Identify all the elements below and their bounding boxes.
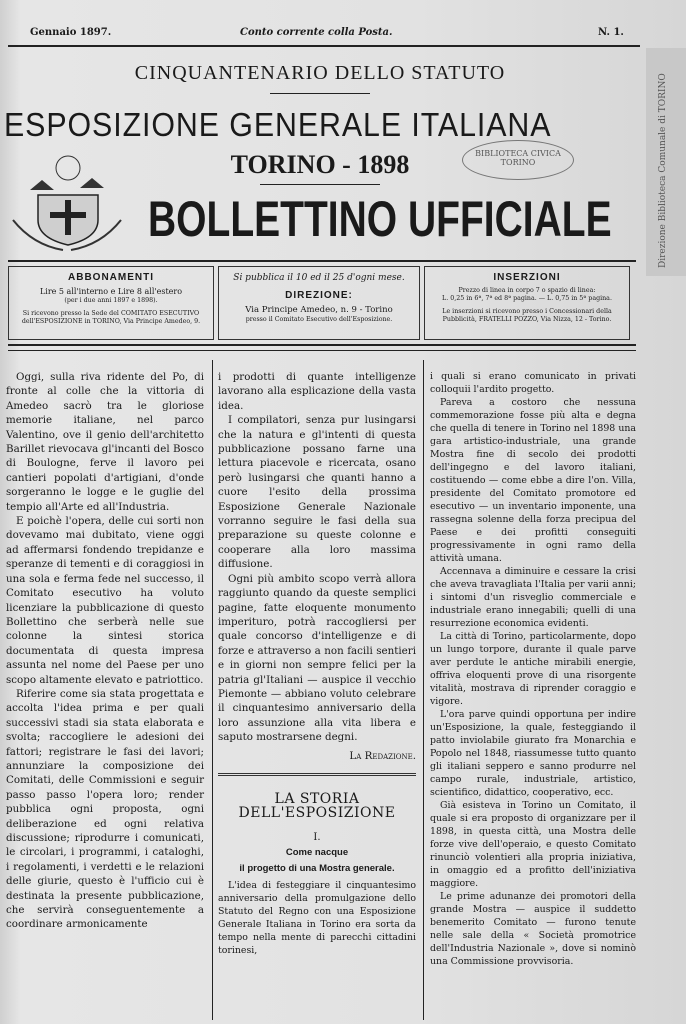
issue-number: N. 1. [598,27,624,38]
subscription-title: ABBONAMENTI [68,272,154,283]
direction-title: DIREZIONE: [285,290,353,302]
column-1 [6,370,204,932]
paragraph: Pareva a costoro che nessuna commemorazione fosse più alta e degna che quella di tenere in Torino nel 1898 una gara artistico-industriale, una grande Mostra fine di secolo dei prodotti dell'ingegno e del lavoro italiani, costituendo — come ebbe a dire l'on. Villa, presidente del Comitato promotore ed esecutivo — un inventario imponente, una rassegna solenne della forza precipua del Paese e dei profitti conseguiti progressivamente in ogni ramo della attività umana. [430,397,636,564]
header-rule [8,45,640,47]
coat-of-arms-emblem [8,150,126,255]
paragraph: L'ora parve quindi opportuna per indire un'Esposizione, la quale, festeggiando il patto inviolabile giurato fra Monarchia e Popolo nel 1848, riassumesse tutto quanto gli italiani seppero e sanno produrre nel campo rurale, industriale, artistico, scientifico, didattico, cooperativo, ecc. [430,709,636,798]
section-subtitle-2: il progetto di una Mostra generale. [239,863,395,875]
postal-note: Conto corrente colla Posta. [240,27,393,38]
column-2 [218,370,416,957]
paragraph: i prodotti di quante intelligenze lavorano alla esplicazione della vasta idea. [218,371,416,412]
subscription-box: ABBONAMENTI Lire 5 all'interno e Lire 8 all'estero (per i due anni 1897 e 1898). Si ricevono presso la Sede del COMITATO ESECUTIVO dell'ESPOSIZIONE in TORINO, Via Principe Amedeo, 9. [8,266,214,340]
paragraph: E poichè l'opera, delle cui sorti non dovevamo mai dubitato, viene oggi ad affermarsi fondendo trepidanze e speranze di tementi e di coraggiosi in una sola e ferma fede nel successo, il Comitato esecutivo ha voluto licenziare la pubblicazione di questo Bollettino che serberà nelle sue colonne la sintesi storica documentata di questa impresa assunta nel nome del Paese per uno scopo altamente elevato e patriottico. [6,515,204,686]
library-side-stamp [646,48,686,276]
side-stamp-text: Direzione Biblioteca Comunale di TORINO [658,73,668,268]
section-number: I. [313,831,321,843]
ornament-rule [270,93,370,94]
masthead-line1: CINQUANTENARIO DELLO STATUTO [134,62,506,84]
masthead-line3: TORINO - 1898 [230,150,410,179]
boxes-rule [8,344,636,346]
paragraph: Già esisteva in Torino un Comitato, il quale si era proposto di organizzare per il 1898, in questa città, una Mostra delle forze vive dell'operaio, e questo Comitato rinunciò volentieri alla propria iniziativa, in omaggio ed a profitto dell'iniziativa maggiore. [430,800,636,889]
paragraph: L'idea di festeggiare il cinquantesimo anniversario della promulgazione dello Statuto del Regno con una Esposizione Generale Italiana in Torino era sorta da tempo nella mente di parecchi cittadini torinesi, [218,880,416,957]
paragraph: La città di Torino, particolarmente, dopo un lungo torpore, durante il quale parve aver perdute le antiche mirabili energie, offriva eloquenti prove di una risorgente vitalità, mostrava di riprender coraggio e vigore. [430,631,636,707]
ornament-rule-2 [260,184,380,185]
library-stamp: BIBLIOTECA CIVICA TORINO [462,140,574,180]
column-divider-2 [423,360,424,1020]
direction-box: Si pubblica il 10 ed il 25 d'ogni mese. DIREZIONE: Via Principe Amedeo, n. 9 - Torino presso il Comitato Esecutivo dell'Esposizione. [218,266,420,340]
section-title: LA STORIA DELL'ESPOSIZIONE [238,790,396,822]
paragraph: Le prime adunanze dei promotori della grande Mostra — auspice il suddetto benemerito Comitato — furono tenute nelle sale della « Società promotrice dell'Industria Nazionale », dove si nominò una Commissione provvisoria. [430,891,636,967]
paragraph: Riferire come sia stata progettata e accolta l'idea prima e per quali successivi stadi sia stata elaborata e svolta; raccogliere le adesioni dei fattori; registrare le fasi dei lavori; annunziare la composizione dei Comitati, delle Commissioni e seguir passo passo l'opera loro; render pubblica ogni proposta, ogni deliberazione ed ogni relativa discussione; riprodurre i comunicati, le circolari, i programmi, i cataloghi, i regolamenti, i verdetti e le relazioni delle giurie, questo è l'ufficio cui è destinata la presente pubblicazione, che servirà conseguentemente a coordinare armonicamente [6,687,204,931]
advertising-box: INSERZIONI Prezzo di linea in corpo 7 o spazio di linea: L. 0,25 in 6ª, 7ª ed 8ª pagina. — L. 0,75 in 5ª pagina. Le inserzioni si ricevono presso i Concessionari della Pubblicità, FRATELLI POZZO, Via Nizza, 12 - Torino. [424,266,630,340]
column-divider-1 [212,360,213,1020]
paragraph: I compilatori, senza pur lusingarsi che la natura e gl'intenti di questa pubblicazione possano farne una lettura piacevole e ricercata, osano però lusingarsi che quanti hanno a cuore l'esito della prossima Esposizione Generale Nazionale vorranno seguire le fasi della sua preparazione su queste colonne e cooperare alla loro massima diffusione. [218,414,416,571]
paragraph: Ogni più ambito scopo verrà allora raggiunto quando da queste semplici pagine, fatte eloquente monumento imperituro, potrà raccogliersi per quale concorso d'intelligenze e di forze e attraverso a non facili sentieri e in giorni non sempre felici per la patria gl'Italiani — auspice il vecchio Piemonte — abbiano voluto celebrare il cinquantesimo anniversario della loro assunzione alla vita libera e saputo mostrarsene degni. [218,572,416,744]
signature: La Redazione. [349,749,416,762]
boxes-rule-thin [8,350,636,351]
bulletin-title: BOLLETTINO UFFICIALE [148,191,612,247]
paragraph: i quali si erano comunicato in privati colloquii l'ardito progetto. [430,371,636,395]
issue-date: Gennaio 1897. [30,27,112,38]
paragraph: Accennava a diminuire e cessare la crisi che aveva travagliata l'Italia per varii anni; i sintomi d'un risveglio commerciale e industriale erano innegabili; quelli di una resurrezione economica evidenti. [430,566,636,629]
section-subtitle-1: Come nacque [285,847,349,859]
masthead-line2: ESPOSIZIONE GENERALE ITALIANA [4,106,552,143]
advertising-title: INSERZIONI [493,272,561,283]
paragraph: Oggi, sulla riva ridente del Po, di fronte al colle che la vittoria di Amedeo sacrò tra le gloriose memorie italiane, nel parco Valentino, ove il genio dell'architetto Barillet rievocava gl'incanti del Bosco di Boulogne, ferve il lavoro pei cantieri popolati d'artigiani, d'onde sorgeranno le logge e le guglie del tempio all'Arte ed all'Industria. [6,371,204,513]
column-3 [430,370,636,968]
section-divider [218,773,416,776]
publication-frequency: Si pubblica il 10 ed il 25 d'ogni mese. [233,273,405,283]
masthead-rule [8,260,636,262]
